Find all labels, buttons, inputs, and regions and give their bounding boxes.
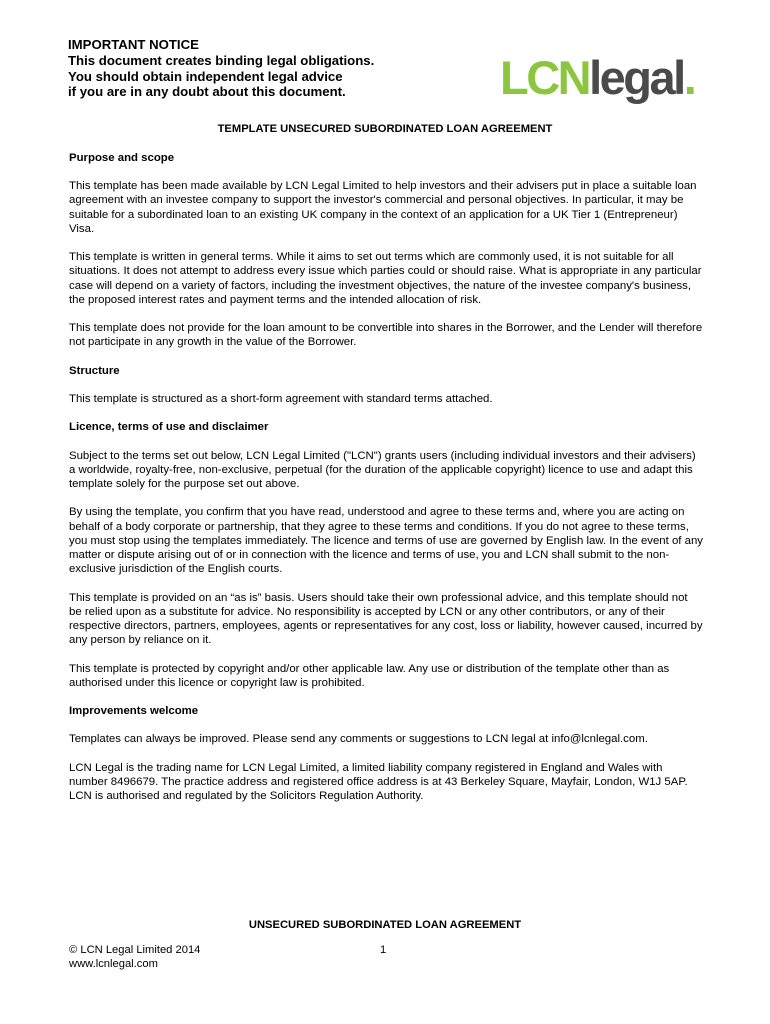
logo-legal: legal [589, 51, 684, 104]
heading-licence: Licence, terms of use and disclaimer [69, 421, 269, 434]
heading-structure: Structure [69, 364, 120, 377]
important-notice [68, 37, 448, 100]
heading-purpose: Purpose and scope [69, 152, 175, 164]
lcn-legal-logo [500, 50, 694, 106]
footer-info [69, 943, 200, 971]
paragraph: Subject to the terms set out below, LCN Legal Limited ("LCN") grants users (including individual investors and their advisers) a worldwide, royalty-free, non-exclusive, perpetual (for the duration of the applicable copyright) licence to use and adapt this template solely for the purpose set out above. [69, 449, 696, 490]
notice-line-3: You should obtain independent legal advice [68, 68, 343, 84]
paragraph: This template is written in general terms. While it aims to set out terms which are commonly used, it is not suitable for all situations. It does not attempt to address every issue which parties could or should raise. What is appropriate in any particular case will depend on a variety of factors, including the investment objectives, the nature of the investee company's business, the proposed interest rates and payment terms and the intended allocation of risk. [69, 251, 702, 306]
footer-title: UNSECURED SUBORDINATED LOAN AGREEMENT [248, 919, 522, 931]
website-link[interactable]: www.lcnlegal.com [69, 958, 158, 970]
paragraph: This template is protected by copyright and/or other applicable law. Any use or distribution of the template other than as authorised under this licence or copyright law is prohibited. [69, 662, 670, 689]
logo-lcn: LCN [500, 51, 590, 104]
paragraph: Templates can always be improved. Please send any comments or suggestions to LCN legal at info@lcnlegal.com. [69, 733, 648, 746]
document-title: TEMPLATE UNSECURED SUBORDINATED LOAN AGREEMENT [217, 123, 553, 135]
paragraph: By using the template, you confirm that you have read, understood and agree to these terms and, where you are acting on behalf of a body corporate or partnership, that they agree to these terms and conditions. If you do not agree to these terms, you must stop using the templates immediately. The licence and terms of use are governed by English law. In the event of any matter or dispute arising out of or in connection with the licence and terms of use, you and LCN shall submit to the non-exclusive jurisdiction of the English courts. [69, 506, 704, 576]
heading-improvements: Improvements welcome [69, 705, 199, 718]
paragraph: This template has been made available by LCN Legal Limited to help investors and their advisers put in place a suitable loan agreement with an investee company to support the investor's commercial and personal objectives. In particular, it may be suitable for a subordinated loan to an existing UK company in the context of an application for a UK Tier 1 (Entrepreneur) Visa. [69, 180, 697, 235]
document-body [69, 151, 703, 818]
copyright-text: © LCN Legal Limited 2014 [69, 944, 201, 956]
notice-line-2: This document creates binding legal obligations. [68, 52, 375, 68]
paragraph: This template is provided on an “as is” basis. Users should take their own professional advice, and this template should not be relied upon as a substitute for advice. No responsibility is accepted by LCN or any other contributors, or any of their respective directors, partners, employees, agents or representatives for any cost, loss or liability, however caused, incurred by any person by reliance on it. [69, 591, 703, 647]
paragraph: LCN Legal is the trading name for LCN Legal Limited, a limited liability company registered in England and Wales with number 8496679. The practice address and registered office address is at 43 Berkeley Square, Mayfair, London, W1J 5AP. LCN is authorised and regulated by the Solicitors Regulation Authority. [69, 761, 688, 803]
paragraph: This template does not provide for the loan amount to be convertible into shares in the Borrower, and the Lender will therefore not participate in any growth in the value of the Borrower. [69, 322, 703, 349]
logo-dot: . [683, 51, 695, 104]
notice-line-1: IMPORTANT NOTICE [68, 37, 199, 52]
page-number: 1 [380, 944, 387, 956]
notice-line-4: if you are in any doubt about this document. [68, 84, 346, 100]
paragraph: This template is structured as a short-form agreement with standard terms attached. [69, 393, 493, 405]
